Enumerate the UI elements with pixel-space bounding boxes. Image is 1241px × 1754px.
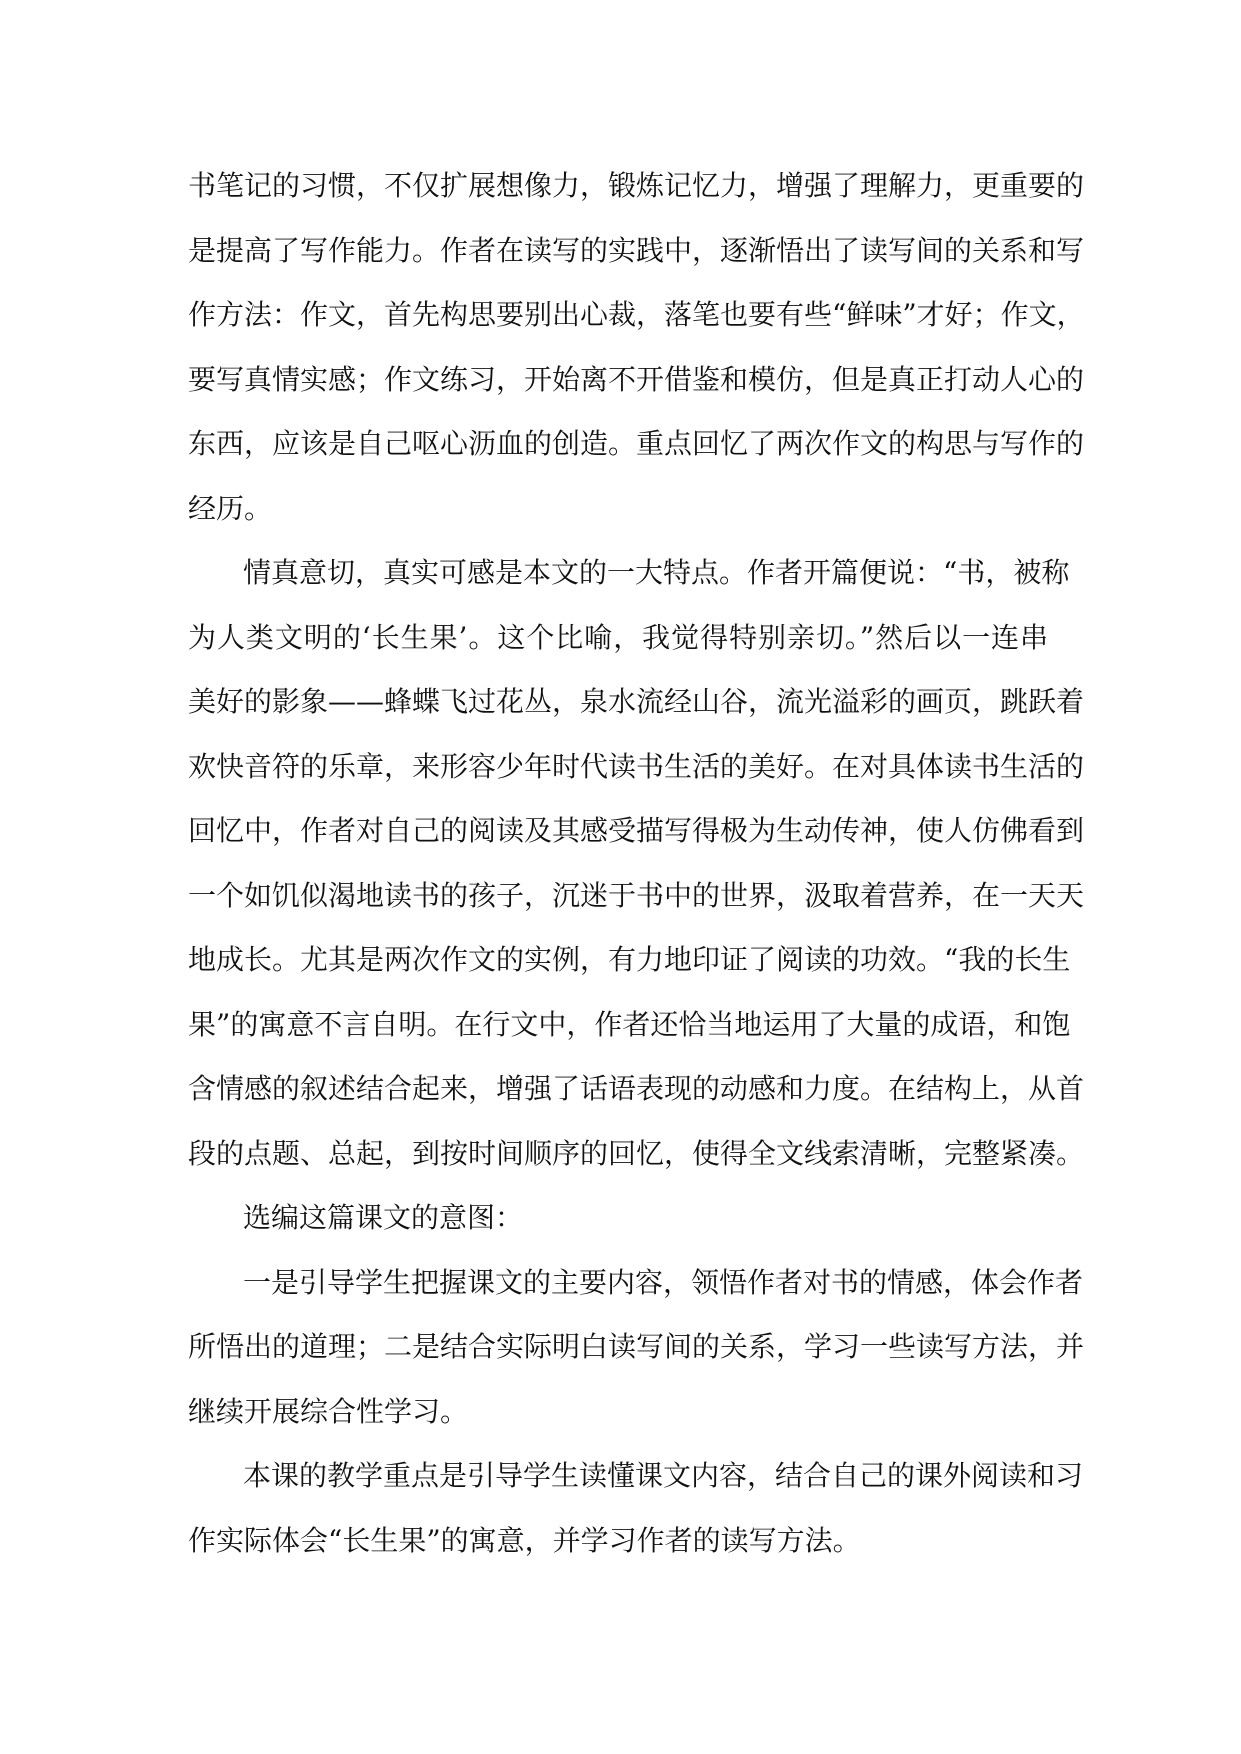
text-line: 回忆中，作者对自己的阅读及其感受描写得极为生动传神，使人仿佛看到 bbox=[188, 814, 1085, 847]
text-line: 一个如饥似渴地读书的孩子，沉迷于书中的世界，汲取着营养，在一天天 bbox=[188, 878, 1085, 912]
paragraph-first-line: 选编这篇课文的意图： bbox=[243, 1201, 524, 1234]
text-line: 含情感的叙述结合起来，增强了话语表现的动感和力度。在结构上，从首 bbox=[188, 1072, 1085, 1105]
text-line: 是提高了写作能力。作者在读写的实践中，逐渐悟出了读写间的关系和写 bbox=[188, 233, 1085, 267]
text-line: 东西，应该是自己呕心沥血的创造。重点回忆了两次作文的构思与写作的 bbox=[188, 427, 1085, 460]
text-line: 继续开展综合性学习。 bbox=[188, 1394, 469, 1428]
paragraph-first-line: 情真意切，真实可感是本文的一大特点。作者开篇便说：“书，被称 bbox=[243, 556, 1070, 589]
text-line: 地成长。尤其是两次作文的实例，有力地印证了阅读的功效。“我的长生 bbox=[188, 943, 1071, 976]
text-line: 为人类文明的‘长生果’。这个比喻，我觉得特别亲切。”然后以一连串 bbox=[188, 620, 1048, 654]
text-line: 美好的影象——蜂蝶飞过花丛，泉水流经山谷，流光溢彩的画页，跳跃着 bbox=[188, 685, 1085, 718]
text-line: 欢快音符的乐章，来形容少年时代读书生活的美好。在对具体读书生活的 bbox=[188, 749, 1085, 783]
text-line: 作实际体会“长生果”的寓意，并学习作者的读写方法。 bbox=[188, 1523, 861, 1557]
body-text bbox=[188, 154, 1085, 1573]
paragraph-first-line: 本课的教学重点是引导学生读懂课文内容，结合自己的课外阅读和习 bbox=[243, 1459, 1084, 1492]
text-line: 段的点题、总起，到按时间顺序的回忆，使得全文线索清晰，完整紧凑。 bbox=[188, 1136, 1085, 1170]
text-line: 书笔记的习惯，不仅扩展想像力，锻炼记忆力，增强了理解力，更重要的 bbox=[188, 169, 1085, 202]
text-line: 要写真情实感；作文练习，开始离不开借鉴和模仿，但是真正打动人心的 bbox=[188, 362, 1085, 396]
paragraph-first-line: 一是引导学生把握课文的主要内容，领悟作者对书的情感，体会作者 bbox=[243, 1265, 1084, 1299]
text-line: 作方法：作文，首先构思要别出心裁，落笔也要有些“鲜味”才好；作文， bbox=[188, 298, 1085, 331]
text-line: 果”的寓意不言自明。在行文中，作者还恰当地运用了大量的成语，和饱 bbox=[188, 1007, 1071, 1041]
text-line: 经历。 bbox=[188, 491, 273, 525]
text-line: 所悟出的道理；二是结合实际明白读写间的关系，学习一些读写方法，并 bbox=[188, 1330, 1085, 1363]
